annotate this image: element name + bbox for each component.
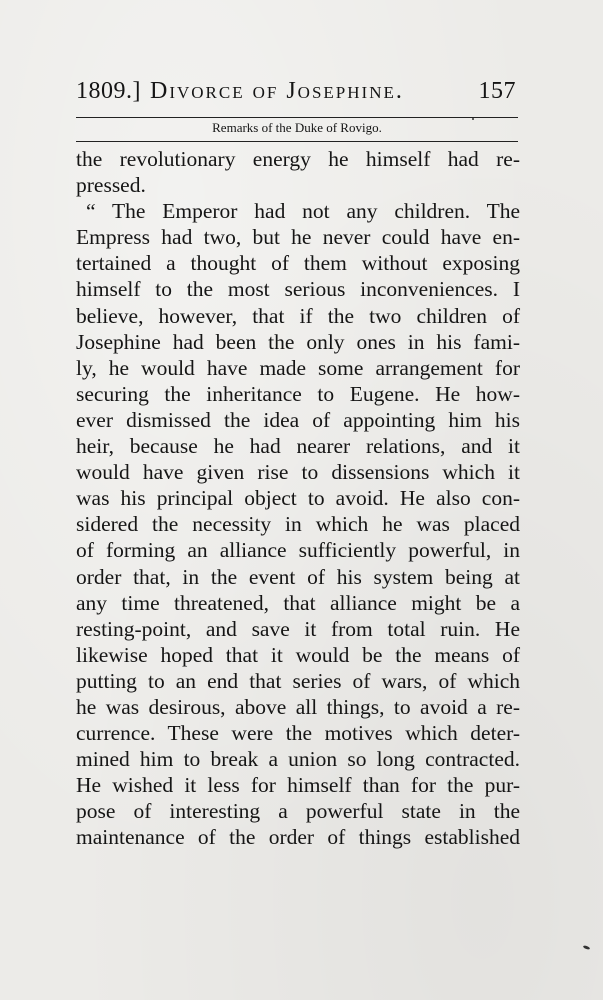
text-line: “ The Emperor had not any children. The: [86, 199, 520, 224]
text-line: ever dismissed the idea of appointing him his: [76, 407, 520, 432]
text-line: the revolutionary energy he himself had re-: [76, 147, 520, 171]
text-line: of forming an alliance sufficiently powerful, in: [76, 538, 520, 563]
header-rule-bottom: [76, 141, 518, 142]
text-line: any time threatened, that alliance might be a: [76, 590, 520, 615]
text-line: currence. These were the motives which deter-: [76, 721, 520, 746]
ink-speck: [472, 118, 474, 120]
text-line: believe, however, that if the two children of: [76, 303, 520, 328]
text-line: tertained a thought of them without exposing: [76, 251, 520, 276]
text-line: pose of interesting a powerful state in the: [76, 799, 520, 824]
text-line: was his principal object to avoid. He also con-: [76, 486, 520, 511]
text-line: himself to the most serious inconveniences. I: [76, 277, 520, 302]
text-line: Josephine had been the only ones in his fami-: [76, 329, 520, 354]
header-rule-top: [76, 117, 518, 118]
text-line: putting to an end that series of wars, of which: [76, 668, 520, 693]
text-line: would have given rise to dissensions which it: [76, 460, 520, 485]
text-line: sidered the necessity in which he was placed: [76, 512, 520, 537]
text-line: ly, he would have made some arrangement for: [76, 355, 520, 380]
text-line: he was desirous, above all things, to avoid a re-: [76, 694, 520, 719]
ink-speck: [583, 945, 591, 950]
text-line: mined him to break a union so long contracted.: [76, 747, 520, 772]
text-line: likewise hoped that it would be the means of: [76, 642, 520, 667]
text-line: order that, in the event of his system being at: [76, 564, 520, 589]
text-line: heir, because he had nearer relations, and it: [76, 434, 520, 459]
text-line: He wished it less for himself than for the pur-: [76, 773, 520, 798]
text-line: maintenance of the order of things established: [76, 825, 520, 850]
running-title: Divorce of Josephine.: [150, 78, 404, 104]
section-subheading: Remarks of the Duke of Rovigo.: [212, 120, 382, 135]
text-line: securing the inheritance to Eugene. He how-: [76, 381, 520, 406]
page-number: 157: [478, 78, 516, 104]
running-head: [76, 78, 516, 112]
text-line: resting-point, and save it from total ruin. He: [76, 616, 520, 641]
text-line: pressed.: [76, 173, 146, 198]
text-line: Empress had two, but he never could have en-: [76, 225, 520, 250]
chapter-year: 1809.]: [76, 78, 141, 104]
body-text: [76, 146, 520, 851]
